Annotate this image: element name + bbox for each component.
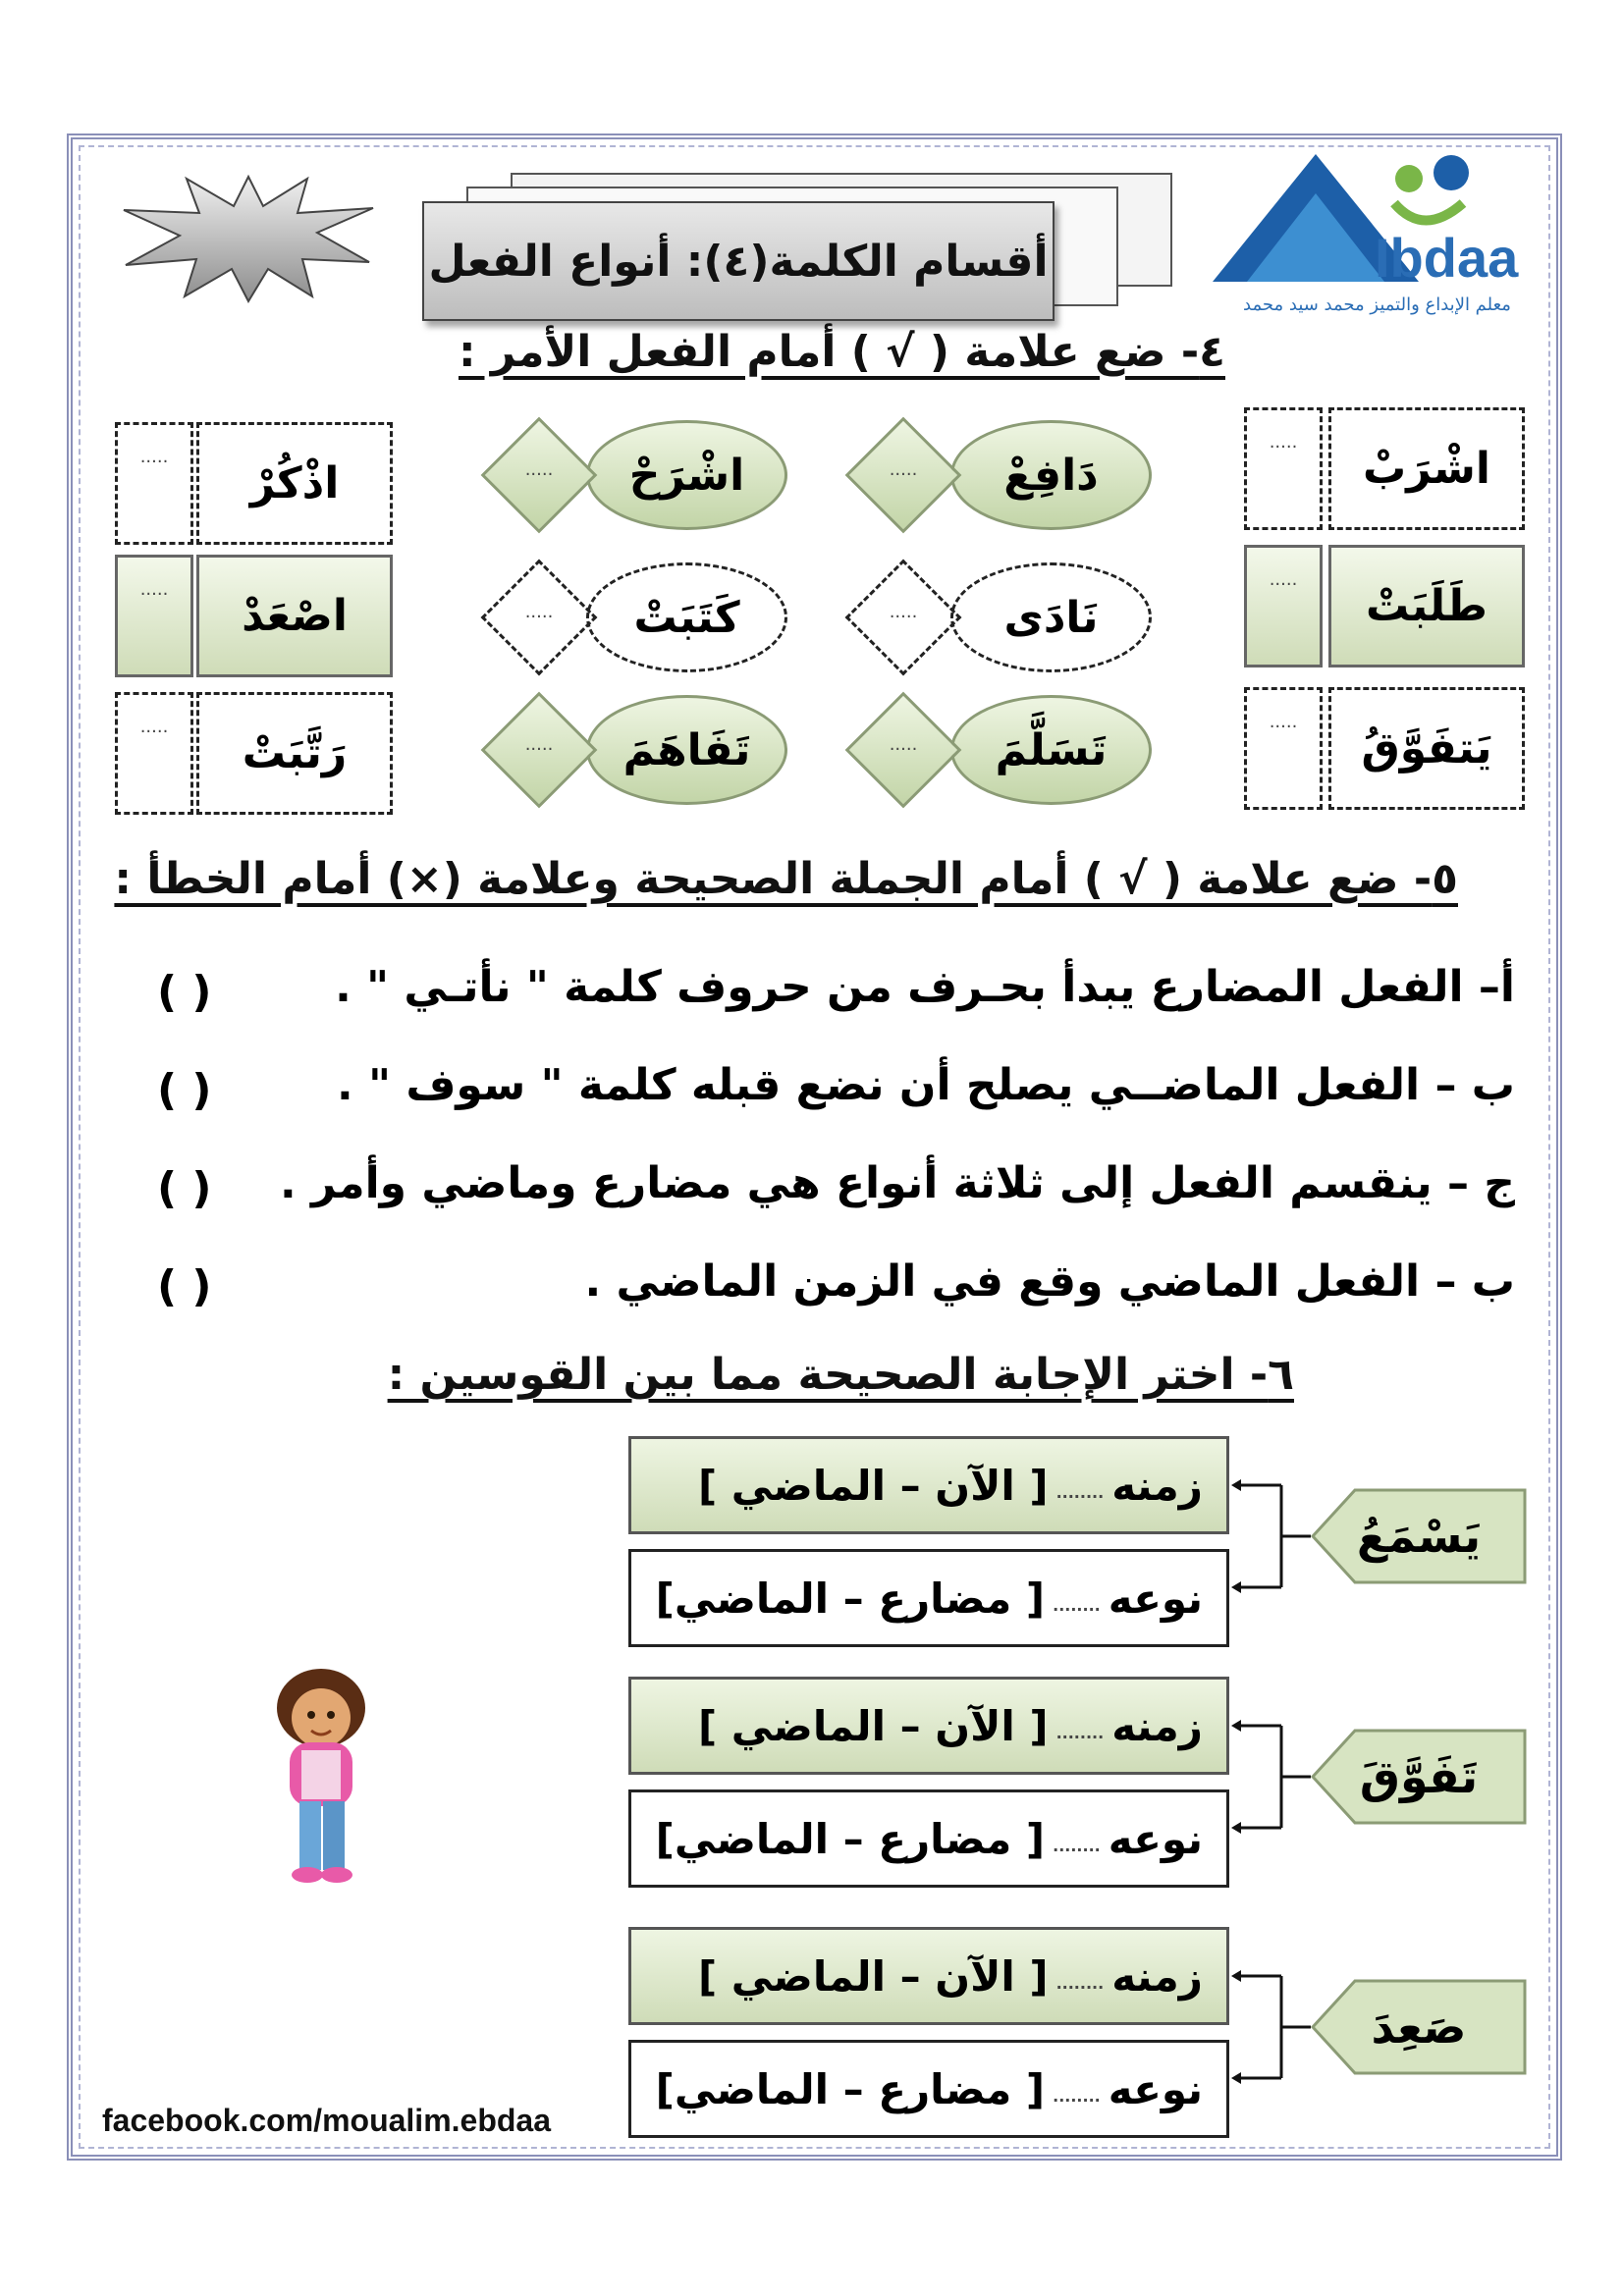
verb-tag <box>1311 1978 1527 2076</box>
answer-dots: ..... <box>889 602 918 622</box>
type-options: [ مضارع – الماضي] <box>655 1814 1046 1863</box>
logo-brand: Ibdaa <box>1375 227 1519 289</box>
answer-dots: ..... <box>524 602 554 622</box>
time-choice[interactable] <box>628 1927 1229 2025</box>
answer-paren[interactable]: ( ) <box>157 1163 212 1213</box>
starburst-decoration <box>116 169 381 306</box>
time-options: [ الآن – الماضي ] <box>697 1701 1049 1750</box>
statement-a: أ– الفعل المضارع يبدأ بحـرف من حروف كلمة " نأتـي " . <box>335 962 1515 1012</box>
time-options: [ الآن – الماضي ] <box>697 1461 1049 1510</box>
type-choice[interactable] <box>628 1549 1229 1647</box>
type-label: نوعه <box>1108 2064 1203 2113</box>
verb-oval: تَفَاهَمَ <box>586 695 787 805</box>
verb-box: رَتَّبَتْ <box>196 692 393 815</box>
type-dots: ........ <box>1053 1837 1101 1855</box>
time-options: [ الآن – الماضي ] <box>697 1951 1049 2001</box>
verb-box: اذْكُرْ <box>196 422 393 545</box>
statement-b: ب – الفعل الماضــي يصلح أن نضع قبله كلمة " سوف " . <box>337 1060 1515 1110</box>
answer-box[interactable]: ..... <box>115 555 193 677</box>
time-label: زمنه <box>1111 1701 1203 1750</box>
type-options: [ مضارع – الماضي] <box>655 2064 1046 2113</box>
time-dots: ........ <box>1055 1974 1105 1993</box>
time-label: زمنه <box>1111 1461 1203 1510</box>
verb-box: يَتفَوَّقُ <box>1328 687 1525 810</box>
answer-dots: ..... <box>524 734 554 755</box>
verb-text: صَعِدَ <box>1371 2001 1467 2054</box>
answer-dots: ..... <box>889 734 918 755</box>
verb-oval: دَافِعْ <box>950 420 1152 530</box>
logo-tagline: معلم الإبداع والتميز محمد سيد محمد <box>1243 294 1511 315</box>
answer-paren[interactable]: ( ) <box>157 1065 212 1115</box>
verb-text: يَسْمَعُ <box>1356 1510 1482 1563</box>
verb-oval: كَتَبَتْ <box>586 562 787 672</box>
type-label: نوعه <box>1108 1814 1203 1863</box>
type-label: نوعه <box>1108 1574 1203 1623</box>
answer-box[interactable]: ..... <box>115 692 193 815</box>
logo <box>1208 149 1546 326</box>
page-title: أقسام الكلمة(٤): أنواع الفعل <box>422 201 1055 321</box>
verb-oval: نَادَى <box>950 562 1152 672</box>
q6-heading: ٦- اختر الإجابة الصحيحة مما بين القوسين : <box>387 1350 1294 1400</box>
answer-dots: ..... <box>524 459 554 480</box>
verb-box: طَلَبَتْ <box>1328 545 1525 667</box>
answer-box[interactable]: ..... <box>115 422 193 545</box>
time-dots: ........ <box>1055 1724 1105 1742</box>
answer-box[interactable]: ..... <box>1244 407 1323 530</box>
statement-d: ب – الفعل الماضي وقع في الزمن الماضي . <box>584 1256 1515 1307</box>
statement-c: ج – ينقسم الفعل إلى ثلاثة أنواع هي مضارع وماضي وأمر . <box>279 1158 1515 1208</box>
time-choice[interactable] <box>628 1677 1229 1775</box>
bracket-connector <box>1227 1963 1316 2091</box>
answer-paren[interactable]: ( ) <box>157 1261 212 1311</box>
verb-tag <box>1311 1487 1527 1585</box>
type-choice[interactable] <box>628 1789 1229 1888</box>
verb-oval: اشْرَحْ <box>586 420 787 530</box>
verb-box: اصْعَدْ <box>196 555 393 677</box>
footer-link[interactable]: facebook.com/moualim.ebdaa <box>102 2103 552 2138</box>
cartoon-girl-illustration <box>260 1664 388 1890</box>
verb-oval: تَسَلَّمَ <box>950 695 1152 805</box>
verb-text: تَفَوَّقَ <box>1359 1750 1479 1803</box>
verb-box: اشْرَبْ <box>1328 407 1525 530</box>
type-options: [ مضارع – الماضي] <box>655 1574 1046 1623</box>
bracket-connector <box>1227 1713 1316 1841</box>
type-dots: ........ <box>1053 1596 1101 1615</box>
answer-dots: ..... <box>889 459 918 480</box>
time-choice[interactable] <box>628 1436 1229 1534</box>
type-choice[interactable] <box>628 2040 1229 2138</box>
q4-heading: ٤- ضع علامة ( √ ) أمام الفعل الأمر : <box>458 327 1225 377</box>
verb-tag <box>1311 1728 1527 1826</box>
bracket-connector <box>1227 1472 1316 1600</box>
answer-box[interactable]: ..... <box>1244 545 1323 667</box>
type-dots: ........ <box>1053 2087 1101 2106</box>
answer-paren[interactable]: ( ) <box>157 967 212 1017</box>
time-label: زمنه <box>1111 1951 1203 2001</box>
time-dots: ........ <box>1055 1483 1105 1502</box>
q5-heading: ٥- ضع علامة ( √ ) أمام الجملة الصحيحة وعلامة (×) أمام الخطأ : <box>114 854 1458 904</box>
answer-box[interactable]: ..... <box>1244 687 1323 810</box>
